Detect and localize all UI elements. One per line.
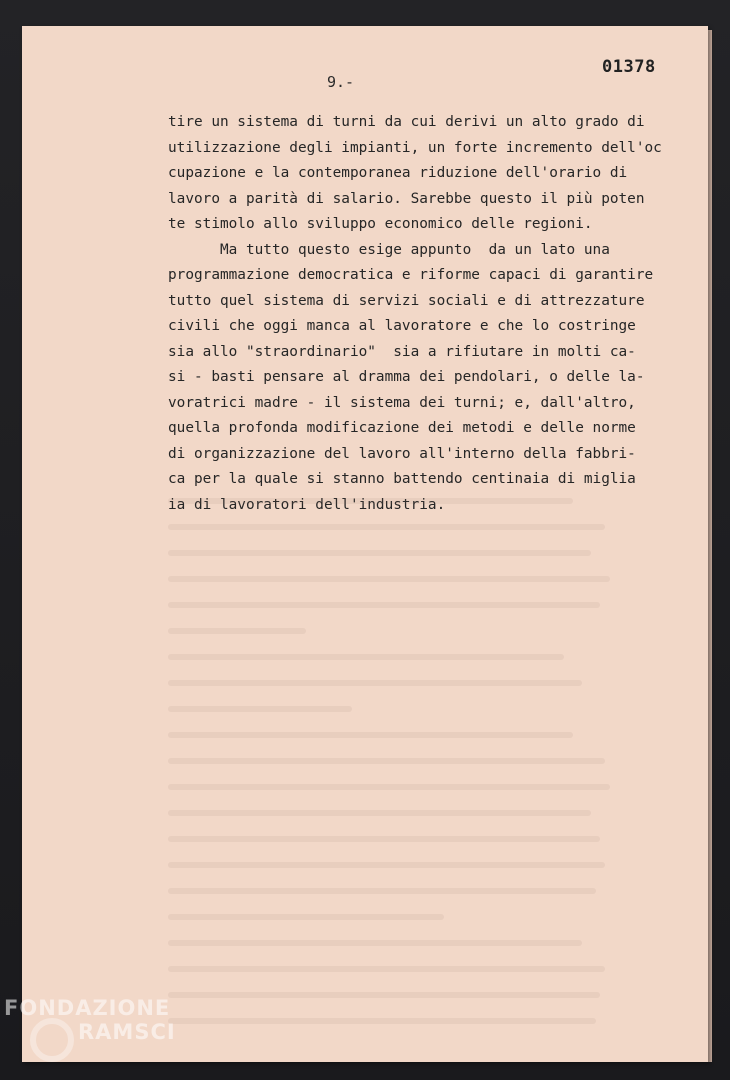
typewritten-body (168, 110, 668, 518)
text-line: quella profonda modificazione dei metodi e delle norme (168, 420, 636, 436)
watermark-line2: RAMSCI (78, 1020, 176, 1044)
text-line: lavoro a parità di salario. Sarebbe questo il più poten (168, 190, 645, 207)
text-line: Ma tutto questo esige appunto da un lato una (168, 241, 610, 258)
text-line: si - basti pensare al dramma dei pendolari, o delle la- (168, 369, 645, 385)
text-line: sia allo "straordinario" sia a rifiutare in molti ca- (168, 343, 636, 360)
archive-number: 01378 (602, 57, 656, 77)
text-line: utilizzazione degli impianti, un forte incremento dell'oc (168, 139, 662, 156)
text-line: te stimolo allo sviluppo economico delle regioni. (168, 216, 593, 232)
text-line: tutto quel sistema di servizi sociali e di attrezzature (168, 292, 645, 309)
text-line: programmazione democratica e riforme capaci di garantire (168, 267, 654, 283)
page-edge (708, 30, 712, 1062)
page-number: 9.- (327, 73, 355, 91)
text-line: di organizzazione del lavoro all'interno della fabbri- (168, 445, 636, 462)
text-line: cupazione e la contemporanea riduzione dell'orario di (168, 165, 628, 181)
bleed-through-text (168, 498, 628, 1044)
text-line: ca per la quale si stanno battendo centinaia di miglia (168, 471, 636, 487)
text-line: tire un sistema di turni da cui derivi un alto grado di (168, 114, 645, 130)
fondazione-gramsci-watermark (4, 998, 176, 1043)
text-line: civili che oggi manca al lavoratore e che lo costringe (168, 318, 636, 334)
text-line: voratrici madre - il sistema dei turni; e, dall'altro, (168, 394, 636, 411)
watermark-line1: FONDAZIONE (4, 996, 171, 1020)
text-line: ia di lavoratori dell'industria. (168, 496, 446, 513)
